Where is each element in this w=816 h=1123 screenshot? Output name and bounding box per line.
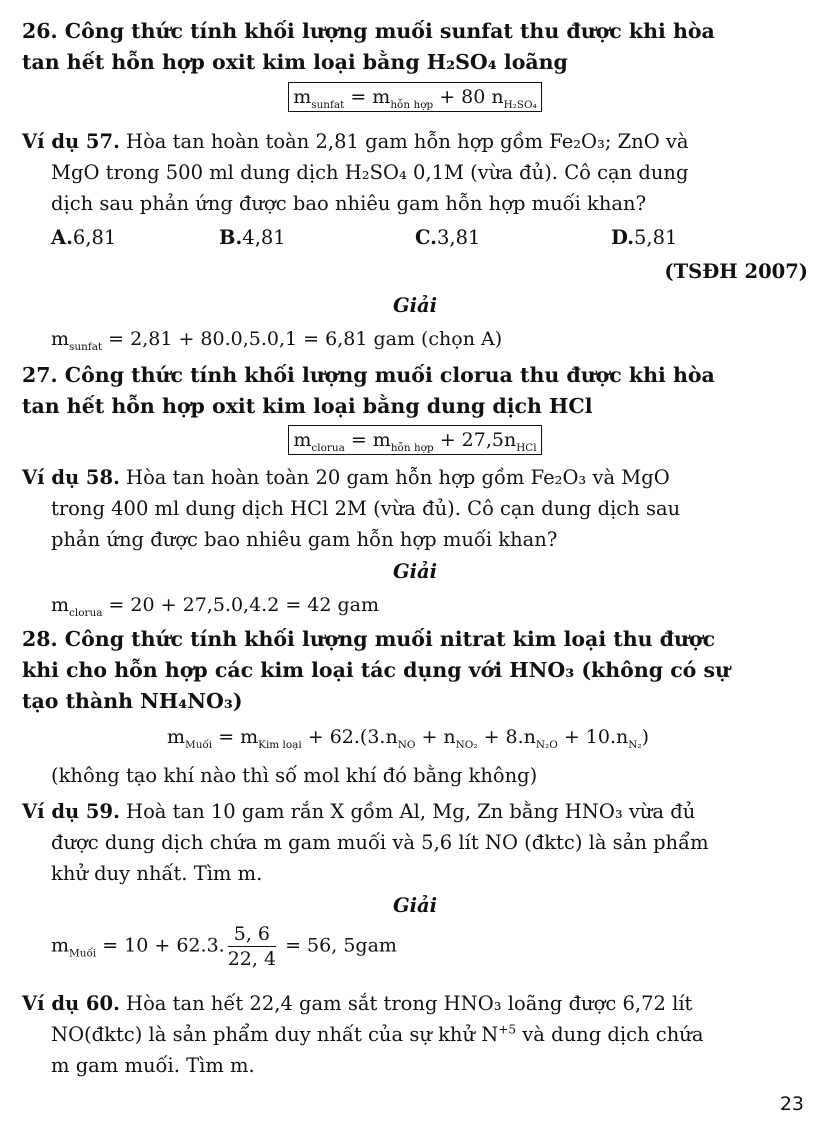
- formula-symbol: + 62.(3.n: [301, 726, 398, 748]
- solution-text: = 56, 5gam: [279, 934, 397, 957]
- formula-symbol: + 27,5n: [433, 429, 517, 451]
- formula-subscript: Muối: [69, 947, 97, 960]
- formula-symbol: = m: [212, 726, 259, 748]
- formula-symbol: m: [51, 328, 70, 350]
- example-58-line1: Hòa tan hoàn toàn 20 gam hỗn hợp gồm Fe₂O₃ và MgO: [119, 466, 670, 489]
- formula-subscript: Muối: [185, 738, 213, 751]
- formula-subscript: NO: [397, 738, 416, 751]
- formula-symbol: m: [51, 934, 70, 957]
- formula-symbol: + n: [415, 726, 456, 748]
- formula-symbol: = m: [344, 429, 391, 451]
- formula-symbol: m: [51, 594, 70, 616]
- example-59-line3: khử duy nhất. Tìm m.: [51, 862, 263, 885]
- section-28-title-line2: khi cho hỗn hợp các kim loại tác dụng với HNO₃ (không có sự: [22, 658, 730, 682]
- section-27-title-line1: 27. Công thức tính khối lượng muối clorua thu được khi hòa: [22, 363, 715, 387]
- section-28-title-line3: tạo thành NH₄NO₃): [22, 689, 243, 713]
- section-28-formula: [0, 722, 816, 752]
- option-d: D.5,81: [611, 226, 678, 249]
- example-58-label: Ví dụ 58.: [22, 466, 120, 489]
- example-59-solution-title: Giải: [392, 894, 438, 917]
- example-58: [22, 462, 808, 555]
- formula-symbol: ): [641, 726, 649, 748]
- formula-subscript: hỗn hợp: [390, 98, 434, 111]
- fraction: [228, 922, 276, 971]
- solution-text: = 2,81 + 80.0,5.0,1 = 6,81 gam (chọn A): [102, 328, 503, 350]
- section-26-heading: [22, 16, 808, 78]
- section-27-formula-row: [22, 425, 808, 455]
- example-60-line2: NO(đktc) là sản phẩm duy nhất của sự khử $N^{+5}$ và dung dịch chứa: [51, 1022, 704, 1046]
- formula-symbol: m: [166, 726, 186, 748]
- section-27-title-line2: tan hết hỗn hợp oxit kim loại bằng dung dịch HCl: [22, 394, 593, 418]
- example-59: [22, 796, 808, 889]
- formula-subscript: clorua: [311, 441, 345, 454]
- section-27-formula-box: [288, 425, 541, 455]
- example-59-solution: [22, 922, 808, 971]
- formula-symbol: + 8.n: [477, 726, 536, 748]
- formula-subscript: sunfat: [69, 340, 103, 353]
- fraction-denominator: 22, 4: [227, 948, 277, 970]
- formula-subscript: sunfat: [311, 98, 345, 111]
- formula-subscript: clorua: [69, 606, 103, 619]
- section-26-title-line1: 26. Công thức tính khối lượng muối sunfat thu được khi hòa: [22, 19, 715, 43]
- example-59-line2: được dung dịch chứa m gam muối và 5,6 lít NO (đktc) là sản phẩm: [51, 831, 709, 854]
- example-60-line3: m gam muối. Tìm m.: [51, 1054, 255, 1077]
- section-28-note-text: (không tạo khí nào thì số mol khí đó bằng không): [51, 764, 538, 787]
- example-59-label: Ví dụ 59.: [22, 800, 120, 823]
- example-57-line2: MgO trong 500 ml dung dịch H₂SO₄ 0,1M (vừa đủ). Cô cạn dung: [51, 161, 689, 184]
- section-27-heading: [22, 360, 808, 422]
- fraction-numerator: 5, 6: [228, 922, 276, 947]
- formula-subscript: N₂O: [535, 738, 558, 751]
- example-58-solution-title: Giải: [392, 560, 438, 583]
- section-26-formula-row: [22, 82, 808, 112]
- solution-text: = 10 + 62.3.: [96, 934, 225, 957]
- formula-subscript: H₂SO₄: [503, 98, 537, 111]
- solution-text: = 20 + 27,5.0,4.2 = 42 gam: [102, 594, 380, 616]
- section-28-heading: [22, 624, 808, 717]
- formula-symbol: m: [293, 86, 312, 108]
- option-c: C.3,81: [415, 226, 481, 249]
- example-60: [22, 988, 808, 1081]
- formula-symbol: + 80 n: [433, 86, 504, 108]
- option-b: B.4,81: [219, 226, 286, 249]
- formula-symbol: = m: [344, 86, 391, 108]
- example-57-line3: dịch sau phản ứng được bao nhiêu gam hỗn hợp muối khan?: [51, 192, 647, 215]
- example-57-line1: Hòa tan hoàn toàn 2,81 gam hỗn hợp gồm Fe₂O₃; ZnO và: [119, 130, 689, 153]
- section-28-title-line1: 28. Công thức tính khối lượng muối nitrat kim loại thu được: [22, 627, 716, 651]
- example-60-label: Ví dụ 60.: [22, 992, 120, 1015]
- example-59-line1: Hoà tan 10 gam rắn X gồm Al, Mg, Zn bằng HNO₃ vừa đủ: [119, 800, 696, 823]
- section-26-title-line2: tan hết hỗn hợp oxit kim loại bằng H₂SO₄ loãng: [22, 50, 568, 74]
- section-28-note: [22, 760, 808, 791]
- example-60-line1: Hòa tan hết 22,4 gam sắt trong HNO₃ loãng được 6,72 lít: [119, 992, 693, 1015]
- example-58-line3: phản ứng được bao nhiêu gam hỗn hợp muối khan?: [51, 528, 558, 551]
- formula-subscript: HCl: [516, 441, 537, 454]
- example-57-options: [22, 222, 808, 253]
- formula-symbol: + 10.n: [557, 726, 629, 748]
- formula-subscript: N₂: [628, 738, 642, 751]
- example-58-line2: trong 400 ml dung dịch HCl 2M (vừa đủ). Cô cạn dung dịch sau: [51, 497, 681, 520]
- formula-subscript: hỗn hợp: [390, 441, 434, 454]
- example-57-source: (TSĐH 2007): [664, 260, 808, 283]
- example-57: [22, 126, 808, 219]
- formula-symbol: m: [293, 429, 312, 451]
- example-57-solution-title: Giải: [392, 294, 438, 317]
- formula-subscript: NO₂: [455, 738, 478, 751]
- example-57-solution: [22, 324, 808, 354]
- formula-subscript: Kim loại: [258, 738, 302, 751]
- section-26-formula-box: [288, 82, 542, 112]
- example-57-label: Ví dụ 57.: [22, 130, 120, 153]
- option-a: A.6,81: [51, 226, 117, 249]
- example-58-solution: [22, 590, 808, 620]
- page-number: 23: [779, 1093, 804, 1115]
